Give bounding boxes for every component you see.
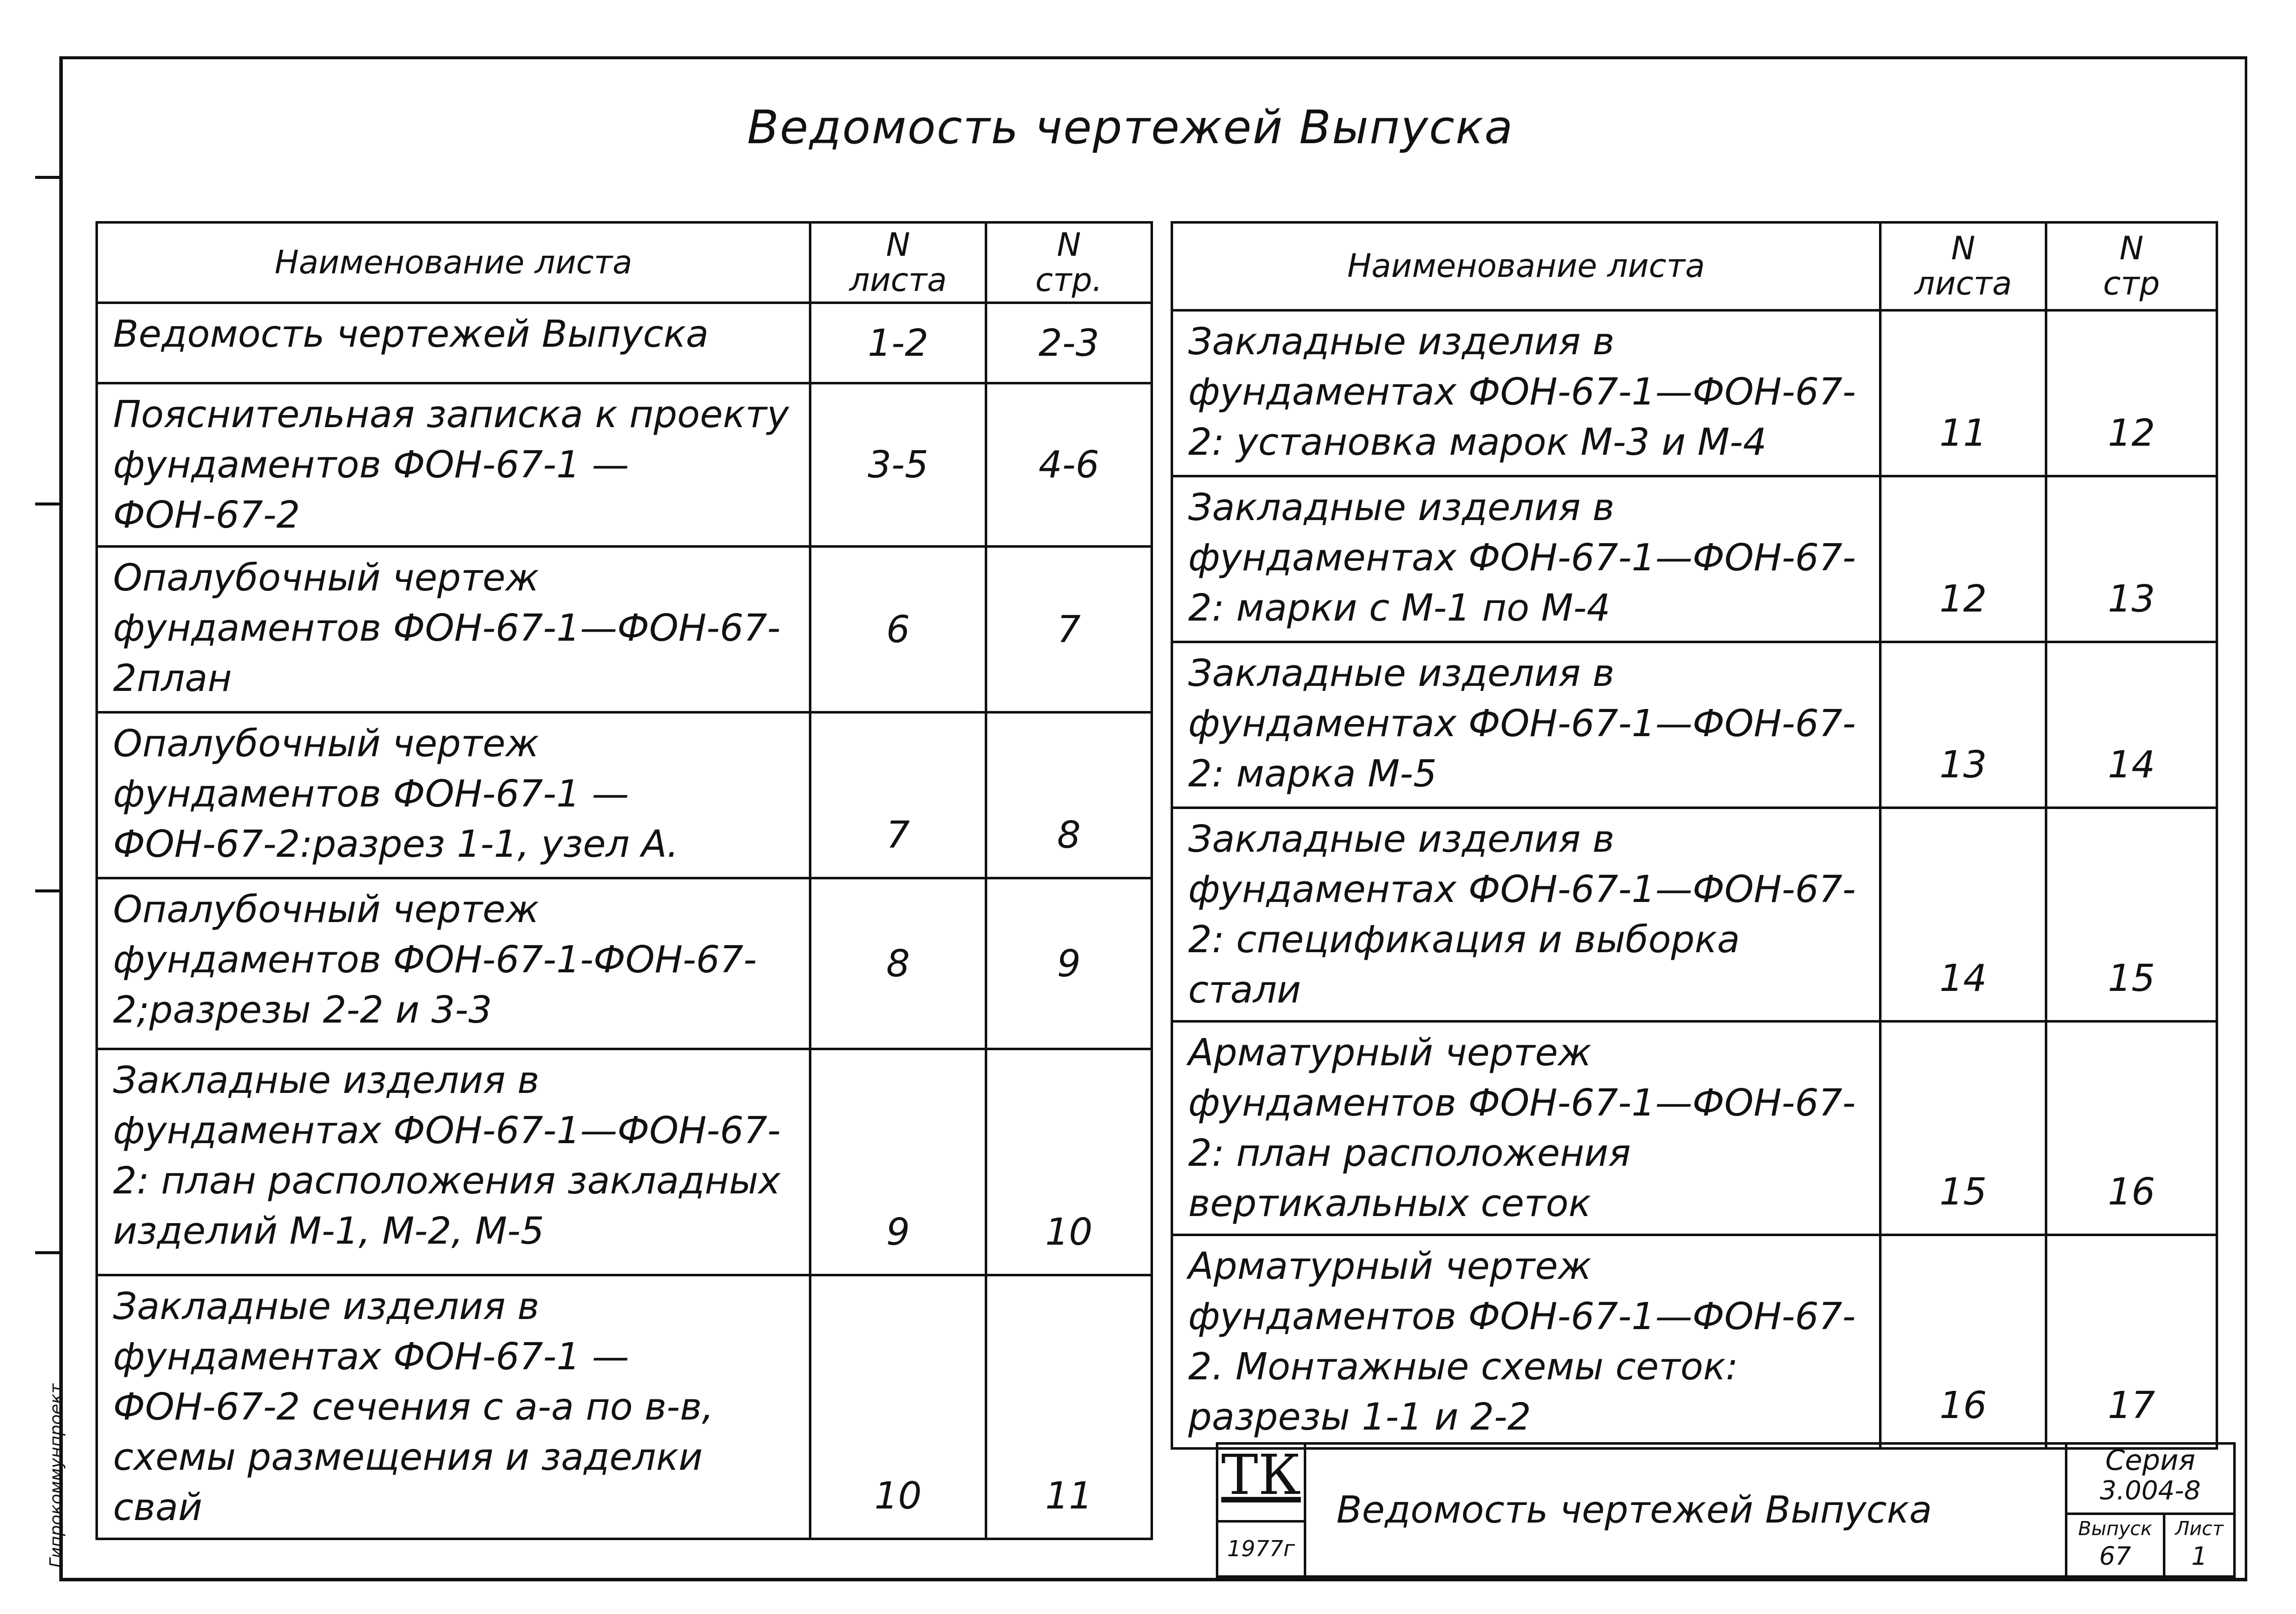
- table-row: [1172, 476, 2217, 642]
- row-page: 14: [2046, 642, 2217, 808]
- title-block: [1216, 1442, 2236, 1578]
- row-sheet: 11: [1881, 311, 2046, 476]
- table-row: [97, 878, 1152, 1049]
- year-label: 1977г: [1216, 1520, 1306, 1578]
- table-header-row: [97, 223, 1152, 303]
- row-name: Закладные изделия в фундаментах ФОН-67-1—ФОН-67-2: марки с М-1 по М-4: [1172, 476, 1881, 642]
- row-page: 11: [986, 1275, 1152, 1539]
- row-page: 16: [2046, 1022, 2217, 1235]
- table-row: [97, 1049, 1152, 1275]
- row-name: Опалубочный чертеж фундаментов ФОН-67-1—ФОН-67-2план: [97, 547, 810, 713]
- binding-tick: [35, 176, 60, 179]
- title-block-name: Ведомость чертежей Выпуска: [1336, 1488, 1932, 1532]
- row-page: 9: [986, 878, 1152, 1049]
- row-name: Закладные изделия в фундаментах ФОН-67-1—ФОН-67-2: план расположения закладных изделий М-1, М-2, М-5: [97, 1049, 810, 1275]
- row-page: 12: [2046, 311, 2217, 476]
- frame-border-bottom: [59, 1578, 2246, 1581]
- right-register-table: [1171, 221, 2218, 1450]
- row-sheet: 3-5: [810, 383, 986, 547]
- table-row: [1172, 808, 2217, 1022]
- row-name: Опалубочный чертеж фундаментов ФОН-67-1 — ФОН-67-2:разрез 1-1, узел А.: [97, 713, 810, 878]
- row-page: 4-6: [986, 383, 1152, 547]
- row-page: 7: [986, 547, 1152, 713]
- row-name: Закладные изделия в фундаментах ФОН-67-1—ФОН-67-2: спецификация и выборка стали: [1172, 808, 1881, 1022]
- issue-label: Выпуск: [2078, 1518, 2152, 1540]
- frame-border-top: [59, 56, 2246, 59]
- row-name: Арматурный чертеж фундаментов ФОН-67-1—ФОН-67-2: план расположения вертикальных сеток: [1172, 1022, 1881, 1235]
- left-register-table: [95, 221, 1153, 1540]
- row-sheet: 10: [810, 1275, 986, 1539]
- table-row: [1172, 642, 2217, 808]
- row-page: 2-3: [986, 303, 1152, 383]
- series-label: Серия: [2105, 1444, 2196, 1477]
- header-sheet-name: Наименование листа: [1172, 223, 1881, 311]
- row-sheet: 16: [1881, 1235, 2046, 1449]
- row-sheet: 12: [1881, 476, 2046, 642]
- table-row: [97, 547, 1152, 713]
- row-name: Арматурный чертеж фундаментов ФОН-67-1—ФОН-67-2. Монтажные схемы сеток: разрезы 1-1 и 2-2: [1172, 1235, 1881, 1449]
- row-sheet: 15: [1881, 1022, 2046, 1235]
- table-row: [1172, 1022, 2217, 1235]
- table-row: [97, 383, 1152, 547]
- header-sheet-number: N листа: [1881, 223, 2046, 311]
- sheet-value: 1: [2191, 1542, 2208, 1571]
- institute-logo: ТК: [1216, 1442, 1306, 1523]
- row-sheet: 8: [810, 878, 986, 1049]
- row-name: Ведомость чертежей Выпуска: [97, 303, 810, 383]
- row-page: 13: [2046, 476, 2217, 642]
- issue-value: 67: [2099, 1542, 2131, 1571]
- header-page-number: N стр.: [986, 223, 1152, 303]
- side-stamp: Гипрокоммунпроект: [46, 1383, 66, 1568]
- row-page: 15: [2046, 808, 2217, 1022]
- row-sheet: 6: [810, 547, 986, 713]
- row-name: Закладные изделия в фундаментах ФОН-67-1—ФОН-67-2: марка М-5: [1172, 642, 1881, 808]
- row-sheet: 1-2: [810, 303, 986, 383]
- header-sheet-name: Наименование листа: [97, 223, 810, 303]
- row-name: Пояснительная записка к проекту фундаментов ФОН-67-1 — ФОН-67-2: [97, 383, 810, 547]
- row-sheet: 14: [1881, 808, 2046, 1022]
- frame-border-right: [2245, 56, 2247, 1581]
- row-page: 10: [986, 1049, 1152, 1275]
- row-sheet: 13: [1881, 642, 2046, 808]
- header-sheet-number: N листа: [810, 223, 986, 303]
- row-name: Опалубочный чертеж фундаментов ФОН-67-1-ФОН-67-2;разрезы 2-2 и 3-3: [97, 878, 810, 1049]
- table-row: [1172, 1235, 2217, 1449]
- binding-tick: [35, 889, 60, 892]
- table-row: [97, 713, 1152, 878]
- page-title: Ведомость чертежей Выпуска: [747, 100, 1514, 154]
- table-header-row: [1172, 223, 2217, 311]
- table-row: [97, 303, 1152, 383]
- series-value: 3.004-8: [2100, 1476, 2201, 1506]
- sheet-label: Лист: [2175, 1518, 2224, 1540]
- row-sheet: 7: [810, 713, 986, 878]
- table-row: [1172, 311, 2217, 476]
- row-name: Закладные изделия в фундаментах ФОН-67-1 — ФОН-67-2 сечения с а-а по в-в, схемы размещения и заделки свай: [97, 1275, 810, 1539]
- row-page: 17: [2046, 1235, 2217, 1449]
- row-sheet: 9: [810, 1049, 986, 1275]
- row-page: 8: [986, 713, 1152, 878]
- row-name: Закладные изделия в фундаментах ФОН-67-1—ФОН-67-2: установка марок М-3 и М-4: [1172, 311, 1881, 476]
- header-page-number: N стр: [2046, 223, 2217, 311]
- table-row: [97, 1275, 1152, 1539]
- binding-tick: [35, 502, 60, 506]
